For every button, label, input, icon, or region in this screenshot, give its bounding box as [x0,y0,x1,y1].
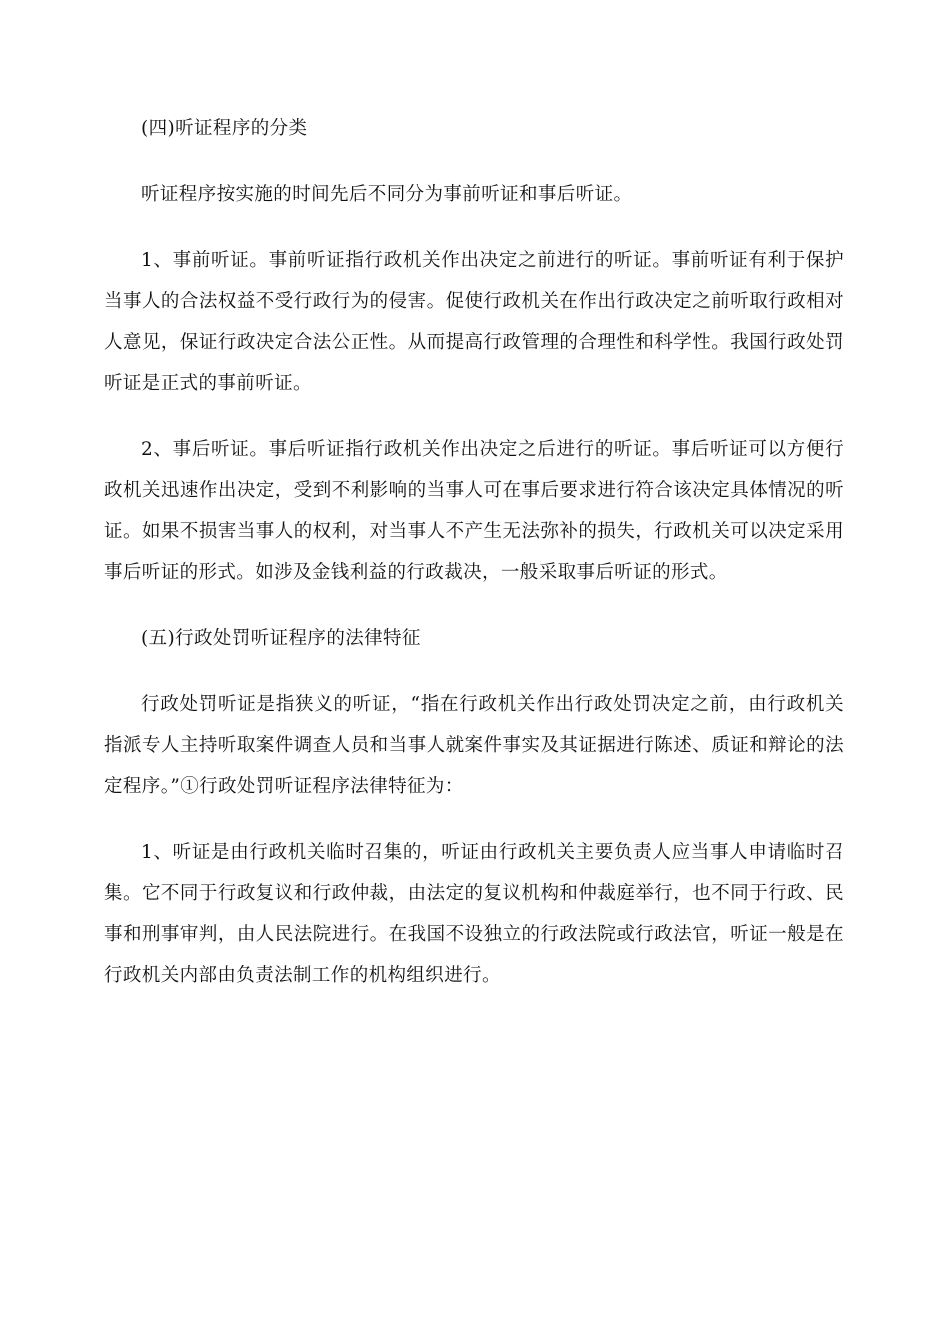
paragraph-gap [104,593,844,618]
paragraph-gap [104,215,844,240]
paragraph-gap [104,807,844,832]
paragraph-gap [104,149,844,174]
section-heading-5: (五)行政处罚听证程序的法律特征 [141,628,421,649]
paragraph-gap [104,659,844,684]
paragraph-prior-hearing: 1、事前听证。事前听证指行政机关作出决定之前进行的听证。事前听证有利于保护当事人的合法权益不受行政行为的侵害。促使行政机关在作出行政决定之前听取行政相对人意见，保证行政决定合法公正性。从而提高行政管理的合理性和科学性。我国行政处罚听证是正式的事前听证。 [104,250,844,394]
paragraph-gap [104,404,844,429]
paragraph-definition: 行政处罚听证是指狭义的听证，“指在行政机关作出行政处罚决定之前，由行政机关指派专人主持听取案件调查人员和当事人就案件事实及其证据进行陈述、质证和辩论的法定程序。”①行政处罚听证程序法律特征为： [104,694,844,797]
section-heading-4: (四)听证程序的分类 [141,118,308,139]
document-body [104,108,844,996]
paragraph-classification-intro: 听证程序按实施的时间先后不同分为事前听证和事后听证。 [141,184,633,205]
paragraph-feature-1: 1、听证是由行政机关临时召集的，听证由行政机关主要负责人应当事人申请临时召集。它不同于行政复议和行政仲裁，由法定的复议机构和仲裁庭举行，也不同于行政、民事和刑事审判，由人民法院进行。在我国不设独立的行政法院或行政法官，听证一般是在行政机关内部由负责法制工作的机构组织进行。 [104,842,844,986]
paragraph-post-hearing: 2、事后听证。事后听证指行政机关作出决定之后进行的听证。事后听证可以方便行政机关迅速作出决定，受到不利影响的当事人可在事后要求进行符合该决定具体情况的听证。如果不损害当事人的权利，对当事人不产生无法弥补的损失，行政机关可以决定采用事后听证的形式。如涉及金钱利益的行政裁决，一般采取事后听证的形式。 [104,439,844,583]
